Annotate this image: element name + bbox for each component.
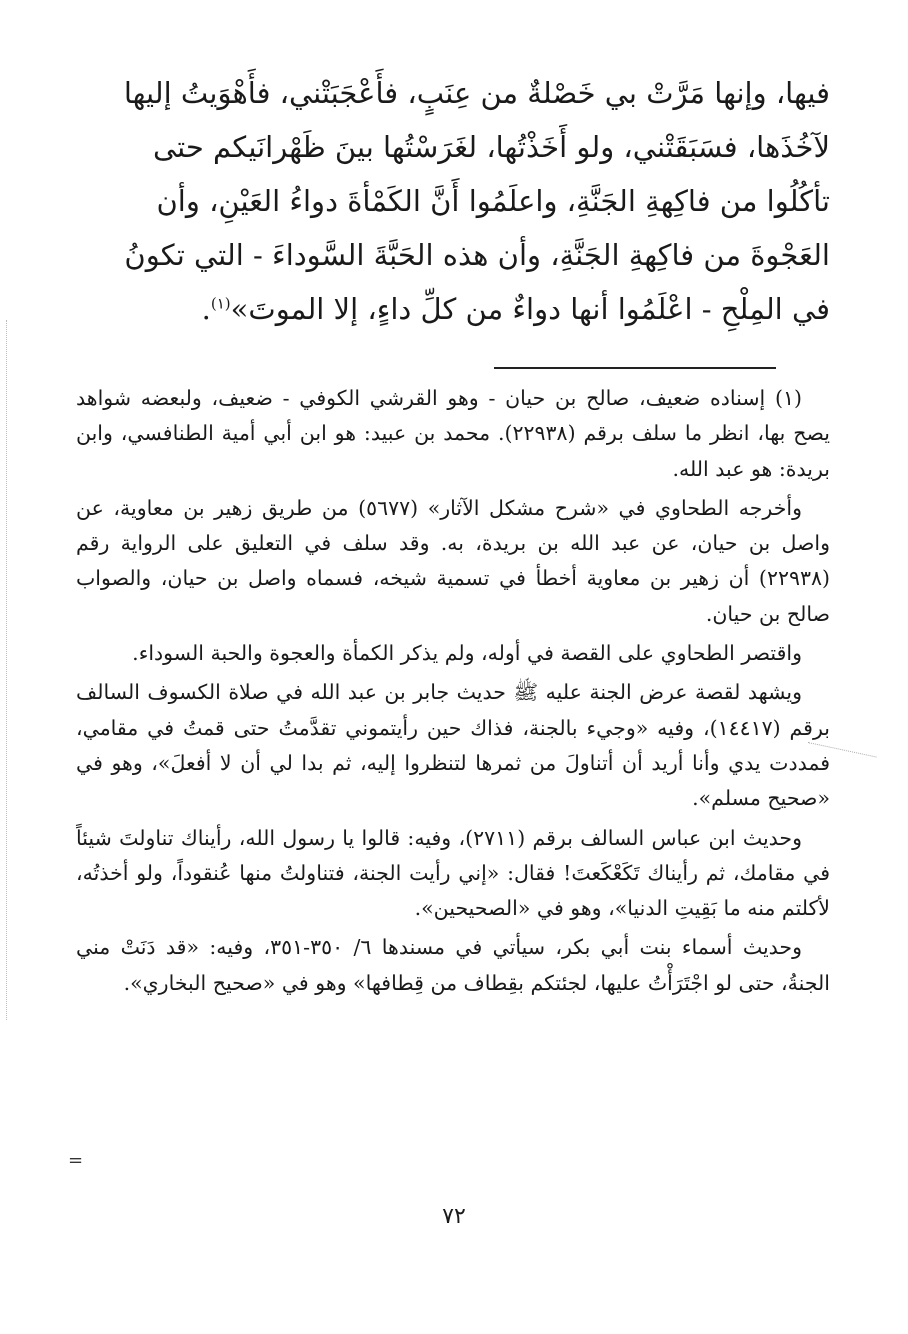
main-line-last <box>78 282 830 336</box>
main-line: فيها، وإنها مَرَّتْ بي خَصْلةٌ من عِنَبٍ، فأَعْجَبَتْني، فأَهْوَيتُ إليها <box>123 76 830 110</box>
main-line: لآخُذَها، فسَبَقَتْني، ولو أَخَذْتُها، لغَرَسْتُها بينَ ظَهْرانَيكم حتى <box>152 130 830 164</box>
margin-mark: = <box>68 1150 84 1171</box>
end-period: . <box>201 292 211 326</box>
footnote-paragraph: وحديث أسماء بنت أبي بكر، سيأتي في مسندها ٦/ ٣٥٠-٣٥١، وفيه: «قد دَنَتْ مني الجنةُ، حتى لو اجْتَرَأْتُ عليها، لجئتكم بقِطاف من قِطافها» وهو في «صحيح البخاري». <box>76 935 830 995</box>
footnote-paragraph: وأخرجه الطحاوي في «شرح مشكل الآثار» (٥٦٧٧) من طريق زهير بن معاوية، عن واصل بن حيان، عن عبد الله بن بريدة، به. وقد سلف في التعليق على الرواية رقم (٢٢٩٣٨) أن زهير بن معاوية أخطأ في تسمية شيخه، فسماه واصل بن حيان، والصواب صالح بن حيان. <box>76 495 830 626</box>
page-number: ٧٢ <box>442 1204 466 1229</box>
footnote-paragraph: واقتصر الطحاوي على القصة في أوله، ولم يذكر الكمأة والعجوة والحبة السوداء. <box>132 641 802 666</box>
footnote-separator <box>494 367 776 369</box>
footnotes-block <box>76 381 830 1005</box>
main-line: تأكُلُوا من فاكِهةِ الجَنَّةِ، واعلَمُوا أَنَّ الكَمْأةَ دواءُ العَيْنِ، وأن <box>156 184 830 218</box>
scan-edge <box>6 320 7 1020</box>
footnote-reference: (١) <box>210 294 231 313</box>
footnote-paragraph: وحديث ابن عباس السالف برقم (٢٧١١)، وفيه: قالوا يا رسول الله، رأيناك تناولتَ شيئاً في مقامك، ثم رأيناك تَكَعْكَعتَ! فقال: «إني رأيت الجنة، فتناولتُ منها عُنقوداً، ولو أخذتُه، لأكلتم منه ما بَقِيتِ الدنيا»، وهو في «الصحيحين». <box>76 825 830 921</box>
main-line-text: في المِلْحِ - اعْلَمُوا أنها دواءٌ من كلِّ داءٍ، إلا الموتَ» <box>230 292 830 326</box>
footnote-paragraph: ويشهد لقصة عرض الجنة عليه ﷺ حديث جابر بن عبد الله في صلاة الكسوف السالف برقم (١٤٤١٧)، وفيه «وجيء بالجنة، فذاك حين رأيتموني تقدَّمتُ حتى قمتُ في مقامي، فمددت يدي وأنا أريد أن أتناولَ من ثمرها لتنظروا إليه، ثم بدا لي أن لا أفعلَ»، وهو في «صحيح مسلم». <box>76 680 830 811</box>
main-text-block <box>78 66 830 336</box>
main-line: العَجْوةَ من فاكِهةِ الجَنَّةِ، وأن هذه الحَبَّةَ السَّوداءَ - التي تكونُ <box>124 238 830 272</box>
footnote-paragraph: (١) إسناده ضعيف، صالح بن حيان - وهو القرشي الكوفي - ضعيف، ولبعضه شواهد يصح بها، انظر ما سلف برقم (٢٢٩٣٨). محمد بن عبيد: هو ابن أبي أمية الطنافسي، وابن بريدة: هو عبد الله. <box>76 386 830 481</box>
